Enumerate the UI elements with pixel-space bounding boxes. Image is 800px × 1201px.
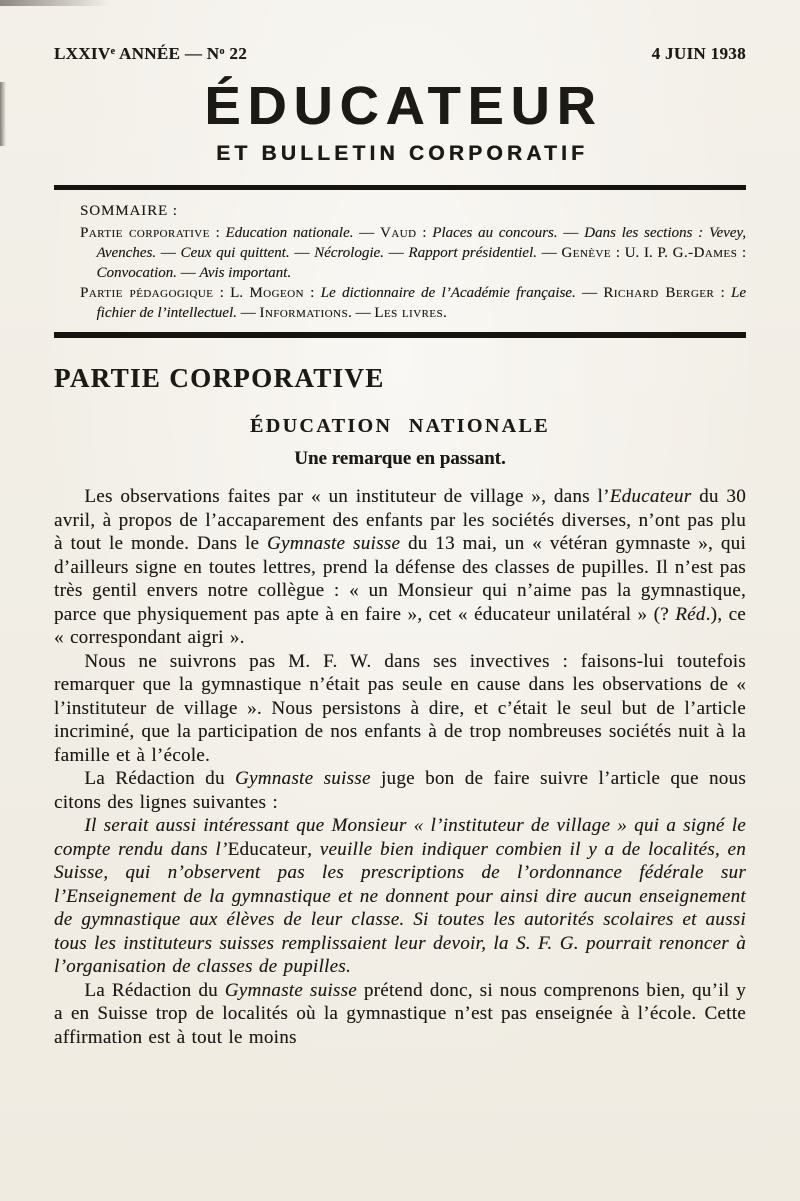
paragraph-4-quote: Il serait aussi intéressant que Monsieur « l’instituteur de village » qui a signé le compte rendu dans l’Educateur, veuille bien indiquer combien il y a de localités, en Suisse, qui n’observent pas les prescriptions de l’ordonnance fédérale sur l’Enseignement de la gymnastique et ne donnent pour ainsi dire aucun enseignement de gymnastique aux élèves de leur classe. Si toutes les autorités scolaires et aussi tous les instituteurs suisses remplissaient leur devoir, la S. F. G. pourrait renoncer à l’organisation de classes de pupilles. — [54, 815, 747, 978]
scan-artifact-left-edge — [0, 82, 6, 146]
sommaire-label: SOMMAIRE : — [80, 202, 178, 219]
divider-rule-top — [54, 185, 746, 190]
journal-subtitle: ET BULLETIN CORPORATIF — [216, 141, 589, 165]
sommaire-entry-corporative: Partie corporative : Education nationale. — Vaud : Places au concours. — Dans les sections : Vevey, Avenches. — Ceux qui quittent. — Nécrologie. — Rapport présidentiel. — Genève : U. I. P. G.-Dames : Convocation. — Avis important. — [80, 224, 747, 281]
article-heading: ÉDUCATION NATIONALE — [249, 415, 550, 438]
masthead — [54, 44, 746, 166]
article-body — [54, 485, 746, 1049]
sommaire — [80, 201, 746, 323]
section-title: PARTIE CORPORATIVE — [54, 362, 385, 393]
issue-number: LXXIVe ANNÉE — $N^o$ 22 — [54, 44, 248, 63]
paragraph-1: Les observations faites par « un instituteur de village », dans l’Educateur du 30 avril, à propos de l’accaparement des enfants par les sociétés diverses, n’ont pas plu à tout le monde. Dans le Gymnaste suisse du 13 mai, un « vétéran gymnaste », qui d’ailleurs signe en toutes lettres, prend la défense des classes de pupilles. Il n’est pas très gentil envers notre collègue : « un Monsieur qui n’aime pas la gymnastique, parce que physiquement pas apte à en faire », cet « éducateur unilatéral » (? Réd.), ce « correspondant aigri ». — [54, 486, 747, 649]
paragraph-3: La Rédaction du Gymnaste suisse juge bon de faire suivre l’article que nous citons des lignes suivantes : — [54, 768, 746, 813]
article — [54, 364, 746, 1050]
sommaire-entry-pedagogique: Partie pédagogique : L. Mogeon : Le dictionnaire de l’Académie française. — Richard Berger : Le fichier de l’intellectuel. — Informations. — Les livres. — [80, 284, 746, 321]
divider-rule-bottom — [54, 332, 746, 338]
journal-title: ÉDUCATEUR — [204, 76, 603, 136]
issue-row — [54, 44, 746, 64]
issue-date: 4 JUIN 1938 — [651, 44, 746, 63]
article-subheading: Une remarque en passant. — [294, 448, 506, 470]
paragraph-2: Nous ne suivrons pas M. F. W. dans ses invectives : faisons-lui toutefois remarquer que la gymnastique n’était pas seule en cause dans les observations de « l’instituteur de village ». Nous persistons à dire, et c’était le seul but de l’article incriminé, que la participation de nos enfants à de trop nombreuses sociétés nuit à la famille et à l’école. — [54, 650, 746, 766]
scan-artifact-top-edge — [0, 0, 110, 6]
paragraph-5: La Rédaction du Gymnaste suisse prétend donc, si nous comprenons bien, qu’il y a en Suisse trop de localités où la gymnastique n’est pas enseignée à l’école. Cette affirmation est à tout le moins — [54, 979, 746, 1048]
